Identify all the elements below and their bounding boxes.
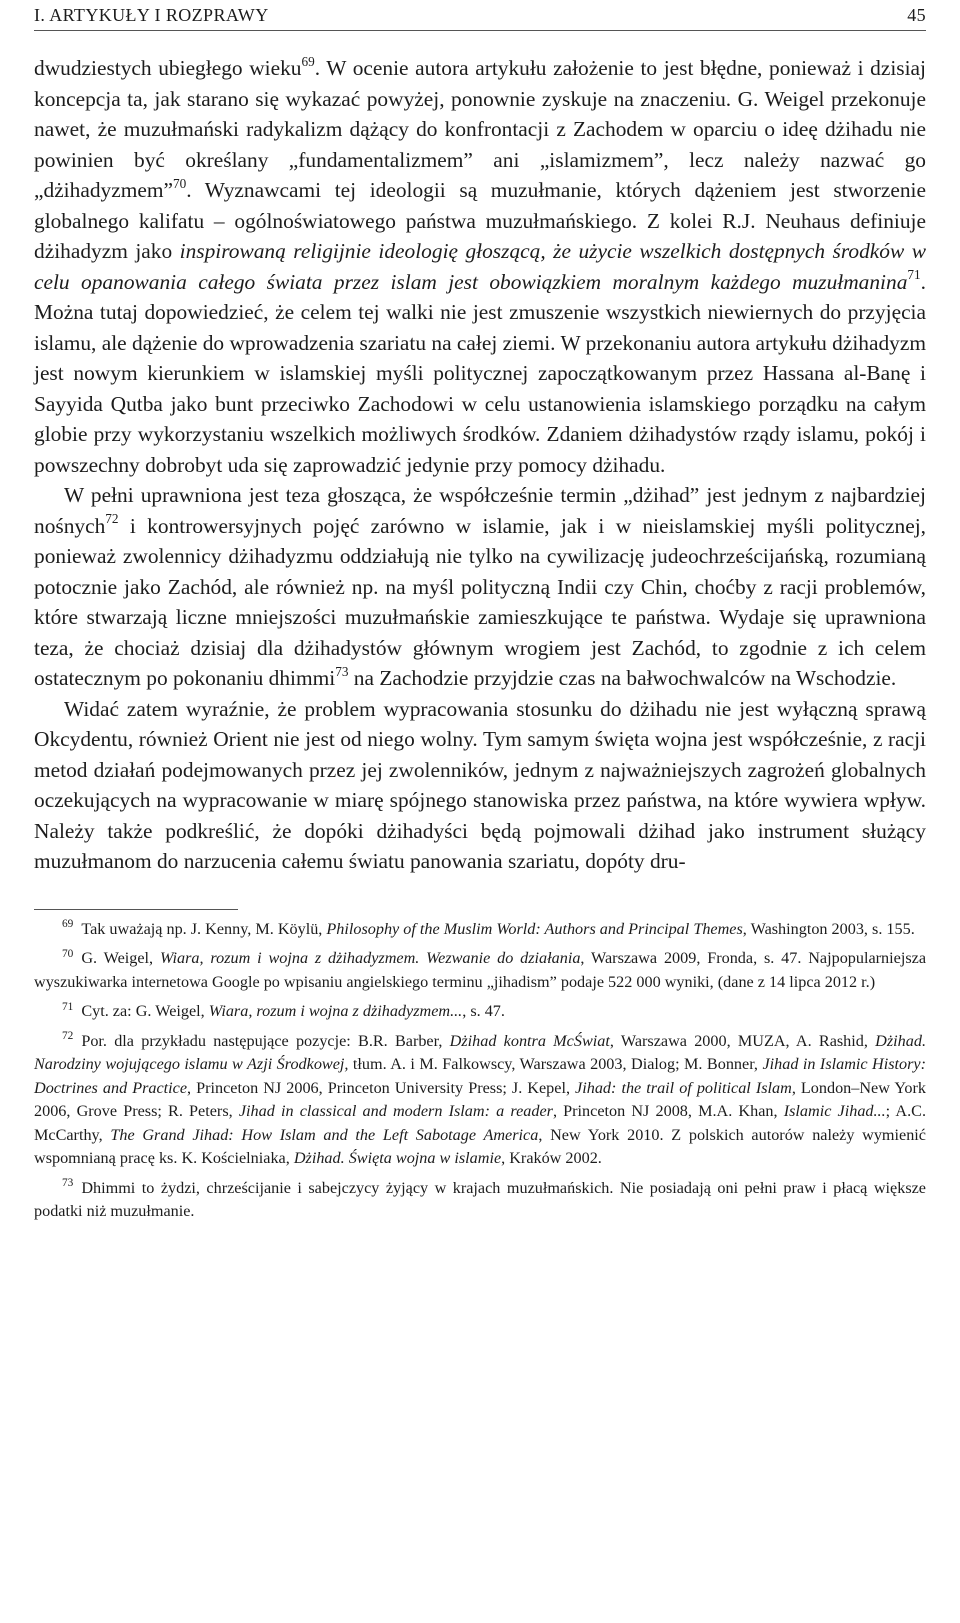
footnote-ref-73[interactable]: 73 [335,663,349,679]
text-span: , Princeton NJ 2006, Princeton University Press; J. Kepel, [187,1078,576,1097]
book-title: Jihad: the trail of political Islam [575,1078,792,1097]
text-span: . Można tutaj dopowiedzieć, że celem tej walki nie jest zmuszenie wszystkich niewiernych do przyjęcia islamu, ale dążenie do wprowadzenia szariatu na całej ziemi. W przekonaniu autora artykułu dżihadyzm jest nowym kierunkiem w islamskiej myśli politycznej zapoczątkowanym przez Hassana al-Banę i Sayyida Qutba jako bunt przeciwko Zachodowi w celu ustanowienia islamskiego porządku na całym globie przy wykorzystaniu wszelkich możliwych środków. Zdaniem dżihadystów rządy islamu, pokój i powszechny dobrobyt uda się zaprowadzić jedynie przy pomocy dżihadu. [34,269,926,477]
footnote-ref-69[interactable]: 69 [301,53,315,69]
footnotes [34,918,926,1224]
text-span: , Warszawa 2009, Fronda, s. 47. Najpopularniejsza wyszukiwarka internetowa Google po wpisaniu angielskiego terminu „jihadism” podaje 522 000 wyniki, (dane z 14 lipca 2012 r.) [34,949,926,991]
footnote-70 [34,947,926,994]
text-span: , Warszawa 2000, MUZA, A. Rashid, [609,1031,876,1050]
footnote-number: 69 [62,918,74,931]
text-span: na Zachodzie przyjdzie czas na bałwochwalców na Wschodzie. [348,666,897,690]
text-span: Dhimmi to żydzi, chrześcijanie i sabejczycy żyjący w krajach muzułmańskich. Nie posiadają oni pełni praw i płacą większe podatki niż muzułmanie. [34,1178,926,1220]
book-title: Dżihad kontra McŚwiat [449,1031,610,1050]
text-span: . W ocenie autora artykułu założenie to jest błędne, ponieważ i dzisiaj koncepcja ta, jak starano się wykazać powyżej, ponownie zyskuje na znaczeniu. G. Weigel przekonuje nawet, że muzułmański radykalizm dążący do konfrontacji z Zachodem w oparciu o ideę dżihadu nie powinien być określany „fundamentalizmem” ani „islamizmem”, lecz należy nazwać go „dżihadyzmem” [34,56,926,202]
book-title: Dżihad. Święta wojna w islamie [293,1149,502,1167]
book-title: Jihad in Islamic History: Doctrines and Practice [34,1055,927,1097]
footnote-ref-72[interactable]: 72 [105,511,119,527]
text-span: Cyt. za: G. Weigel, [81,1002,209,1020]
text-span: ; A.C. McCarthy, [34,1102,927,1144]
footnote-72 [34,1030,926,1171]
footnote-ref-71[interactable]: 71 [907,267,921,283]
text-span: . Wyznawcami tej ideologii są muzułmanie, których dążeniem jest stworzenie globalnego kalifatu – ogólnoświatowego państwa muzułmańskiego. Z kolei R.J. Neuhaus definiuje dżihadyzm jako [34,178,926,263]
text-span: , Kraków 2002. [501,1149,602,1167]
running-header [34,0,926,31]
text-span: Por. dla przykładu następujące pozycje: B.R. Barber, [81,1031,450,1050]
footnote-number: 70 [62,947,74,960]
paragraph-1 [34,53,926,480]
text-span: , New York 2010. Z polskich autorów należy wymienić wspomnianą pracę ks. K. Kościelniaka, [34,1125,926,1167]
paragraph-3 [34,694,926,877]
footnote-73 [34,1177,926,1224]
footnote-69 [34,918,926,942]
text-span: , Washington 2003, s. 155. [742,919,915,938]
book-title: Jihad in classical and modern Islam: a reader [238,1102,553,1120]
book-title: Dżihad. Narodziny wojującego islamu w Azji Środkowej, [34,1031,926,1073]
text-span: , s. 47. [462,1002,505,1020]
footnote-separator [34,909,238,910]
text-span: G. Weigel, [81,949,160,967]
footnote-number: 73 [62,1177,74,1190]
text-span: , London–New York 2006, Grove Press; R. Peters, [34,1078,927,1120]
main-text [34,53,926,877]
text-span: Tak uważają np. J. Kenny, M. Köylü, [81,919,327,938]
text-span: W pełni uprawniona jest teza głosząca, że współcześnie termin „dżihad” jest jednym z najbardziej nośnych [34,483,926,538]
quote-italic: inspirowaną religijnie ideologię głoszącą, że użycie wszelkich dostępnych środków w celu opanowania całego świata przez islam jest obowiązkiem moralnym każdego muzułmanina [34,239,927,294]
footnote-number: 72 [62,1030,74,1043]
book-title: Wiara, rozum i wojna z dżihadyzmem... [208,1002,463,1020]
text-span: , Princeton NJ 2008, M.A. Khan, [552,1102,784,1120]
book-title: Islamic Jihad... [783,1102,886,1120]
footnote-71 [34,1000,926,1024]
footnote-ref-70[interactable]: 70 [172,175,187,191]
book-title: Wiara, rozum i wojna z dżihadyzmem. Wezwanie do działania [159,949,581,967]
text-span: Widać zatem wyraźnie, że problem wypracowania stosunku do dżihadu nie jest wyłączną sprawą Okcydentu, również Orient nie jest od niego wolny. Tym samym święta wojna jest współcześnie, z racji metod działań podejmowanych przez jej zwolenników, jednym z najważniejszych zagrożeń globalnych oczekujących na wypracowanie w miarę spójnego stanowiska przez państwa, na które wywiera wpływ. Należy także podkreślić, że dopóki dżihadyści będą pojmowali dżihad jako instrument służący muzułmanom do narzucenia całemu światu panowania szariatu, dopóty dru- [34,696,926,873]
paragraph-2 [34,480,926,694]
book-title: Philosophy of the Muslim World: Authors and Principal Themes [326,919,743,938]
book-title: The Grand Jihad: How Islam and the Left Sabotage America [110,1125,539,1144]
section-title: I. ARTYKUŁY I ROZPRAWY [34,5,269,25]
page-number: 45 [907,5,926,25]
text-span: tłum. A. i M. Falkowscy, Warszawa 2003, Dialog; M. Bonner, [348,1055,763,1073]
footnote-number: 71 [62,1000,74,1013]
text-span: i kontrowersyjnych pojęć zarówno w islamie, jak i w nieislamskiej myśli politycznej, ponieważ zwolennicy dżihadyzmu oddziałują nie tylko na cywilizację judeochrześcijańską, rozumianą potocznie jako Zachód, ale również np. na myśl polityczną Indii czy Chin, choćby z racji problemów, które stwarzają liczne mniejszości muzułmańskie zamieszkujące te państwa. Wydaje się uprawniona teza, że chociaż dzisiaj dla dżihadystów głównym wrogiem jest Zachód, to zgodnie z ich celem ostatecznym po pokonaniu dhimmi [34,513,926,690]
text-span: dwudziestych ubiegłego wieku [34,56,302,80]
